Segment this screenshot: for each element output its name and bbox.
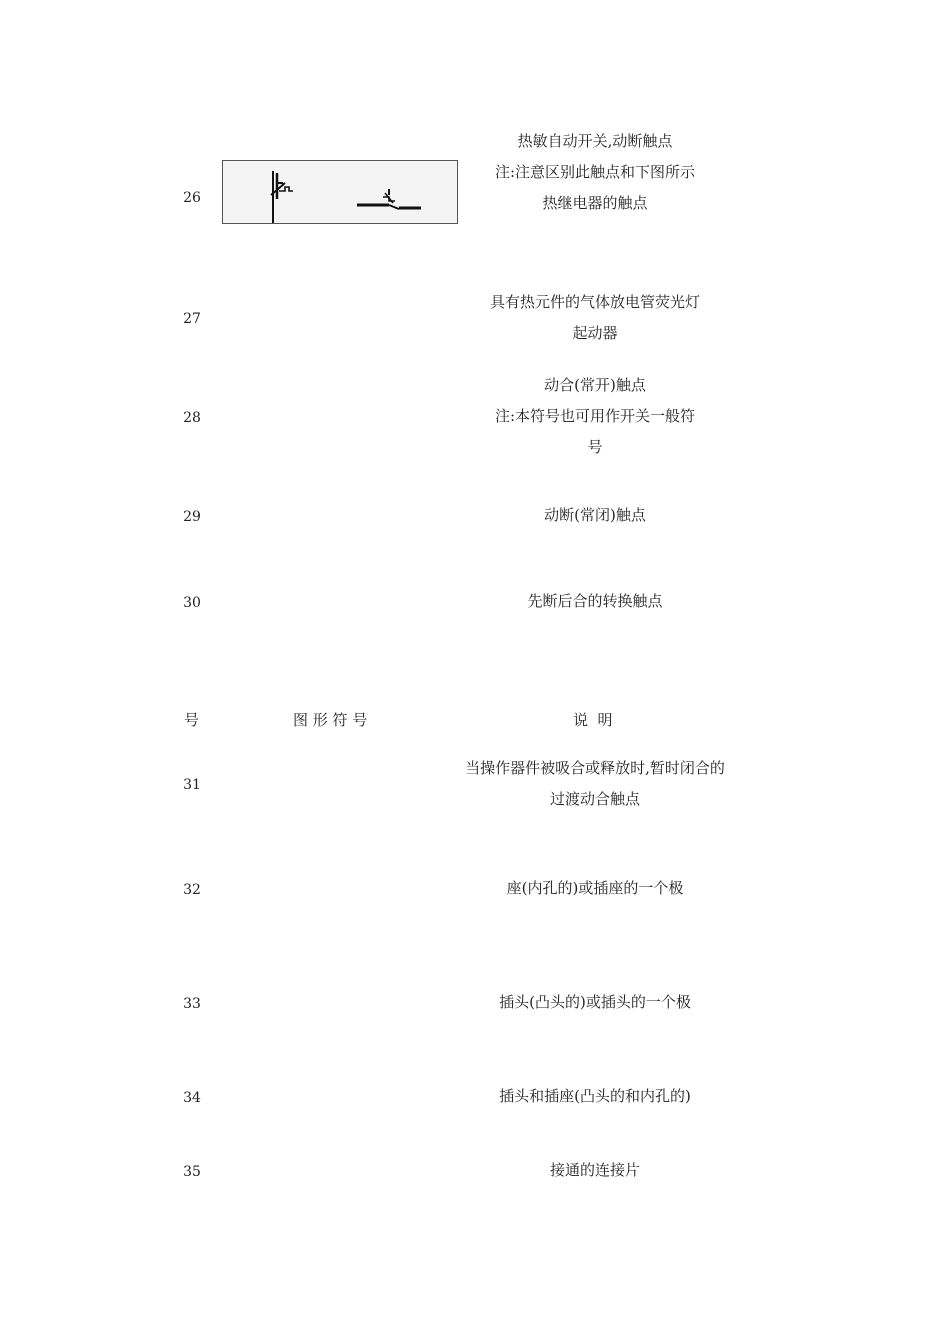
thermal-switch-icon	[223, 161, 459, 225]
description-line: 注:本符号也可用作开关一般符	[494, 407, 696, 425]
row-30-description	[460, 586, 730, 617]
row-34-description	[460, 1081, 730, 1112]
row-30-number: 30	[183, 595, 201, 611]
row-27-description	[460, 287, 730, 349]
description-line: 动断(常闭)触点	[544, 506, 646, 524]
row-33-number: 33	[183, 996, 201, 1012]
row-31-description	[460, 753, 730, 815]
row-26-description	[460, 126, 730, 219]
header-description: 说 明	[573, 711, 613, 729]
description-line: 注:注意区别此触点和下图所示	[494, 163, 696, 181]
description-line: 热继电器的触点	[542, 194, 648, 212]
description-line: 过渡动合触点	[549, 790, 640, 808]
row-32-description	[460, 873, 730, 904]
description-line: 当操作器件被吸合或释放时,暂时闭合的	[465, 759, 725, 777]
row-35-number: 35	[183, 1164, 201, 1180]
description-line: 动合(常开)触点	[544, 376, 646, 394]
row-29-description	[460, 500, 730, 531]
description-line: 热敏自动开关,动断触点	[517, 132, 673, 150]
description-line: 插头(凸头的)或插头的一个极	[499, 993, 691, 1011]
description-line: 号	[587, 438, 603, 456]
row-33-description	[460, 987, 730, 1018]
row-31-number: 31	[183, 777, 201, 793]
description-line: 先断后合的转换触点	[527, 592, 663, 610]
description-line: 插头和插座(凸头的和内孔的)	[499, 1087, 691, 1105]
row-29-number: 29	[183, 509, 201, 525]
row-27-number: 27	[183, 311, 201, 327]
row-28-description	[460, 370, 730, 463]
row-26-number: 26	[183, 190, 201, 206]
row-35-description	[460, 1155, 730, 1186]
row-32-number: 32	[183, 882, 201, 898]
thermal-switch-symbol	[222, 160, 458, 224]
description-line: 具有热元件的气体放电管荧光灯	[489, 293, 700, 311]
row-34-number: 34	[183, 1090, 201, 1106]
header-symbol: 图 形 符 号	[293, 711, 368, 729]
row-28-number: 28	[183, 410, 201, 426]
description-line: 起动器	[572, 324, 618, 342]
header-number: 号	[184, 711, 200, 729]
description-line: 接通的连接片	[549, 1161, 640, 1179]
description-line: 座(内孔的)或插座的一个极	[506, 879, 684, 897]
